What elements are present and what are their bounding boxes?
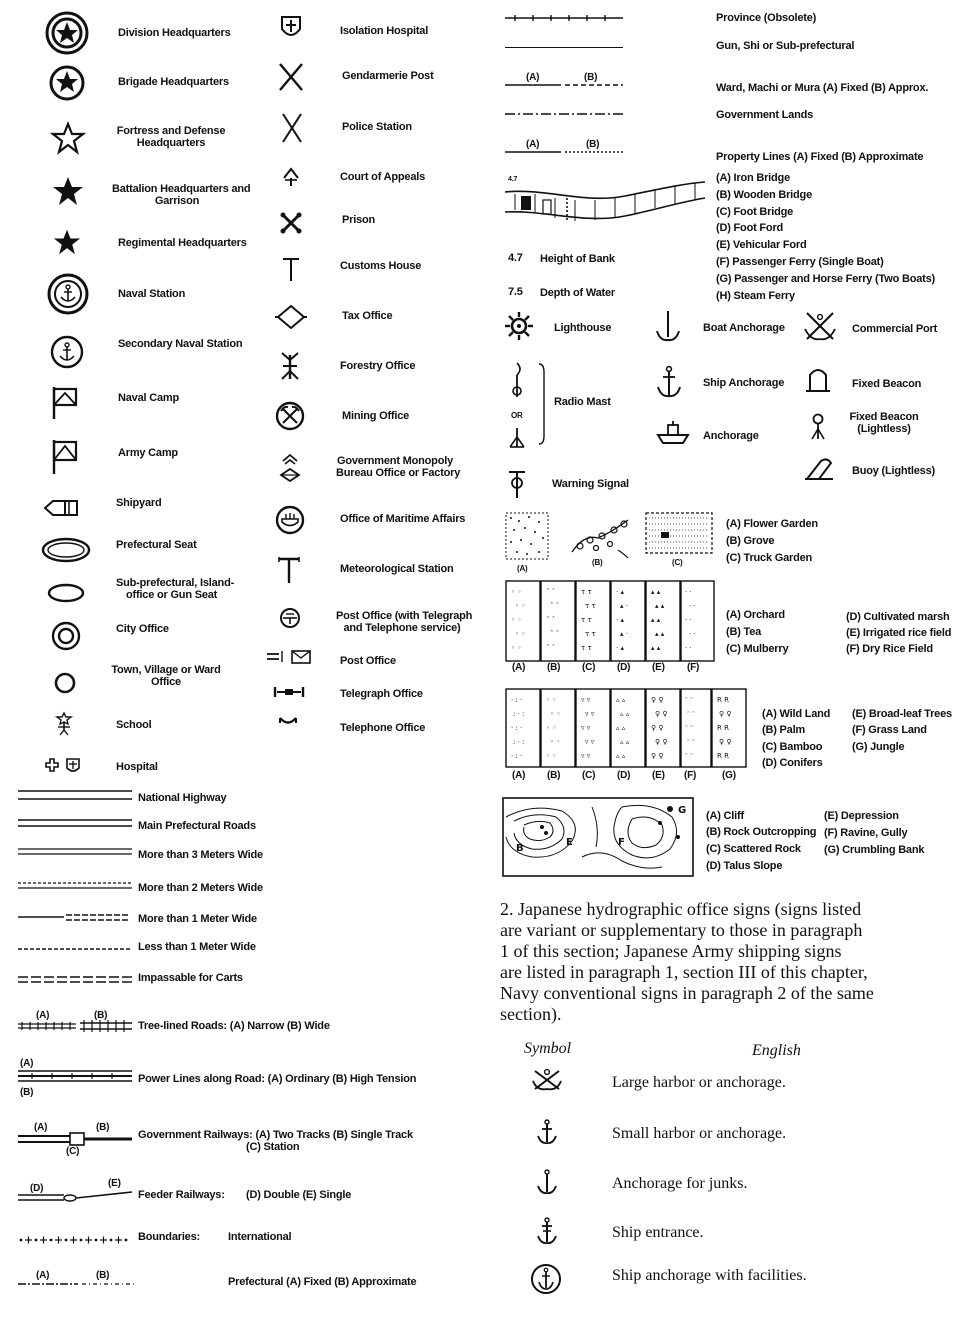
svg-text:◦ ◦: ◦ ◦	[515, 602, 526, 610]
shipyard-icon	[42, 497, 82, 519]
svg-text:▵ ▵: ▵ ▵	[616, 724, 626, 732]
svg-text:◦ ◦: ◦ ◦	[550, 710, 561, 718]
town-office-icon	[52, 670, 78, 696]
power-B: (B)	[20, 1087, 34, 1098]
road-3m-label: More than 3 Meters Wide	[138, 849, 263, 861]
pref-bound-A: (A)	[36, 1270, 50, 1281]
buoy-label: Buoy (Lightless)	[852, 465, 935, 477]
school-icon	[54, 711, 74, 737]
fixed-beacon-lightless-label-1: Fixed Beacon	[849, 411, 919, 423]
battalion-label-2: Garrison	[154, 195, 200, 207]
road-less1m-line	[18, 945, 132, 953]
garden-letter-C: (C)	[672, 558, 683, 567]
ship-anchorage-label: Ship Anchorage	[703, 377, 785, 389]
division-hq-icon	[44, 10, 90, 56]
national-highway-line	[18, 788, 132, 802]
town-label-1: Town, Village or Ward	[111, 664, 221, 676]
paragraph-line-4: are listed in paragraph 1, section III of this chapter,	[500, 962, 868, 982]
secondary-naval-label: Secondary Naval Station	[118, 338, 243, 350]
post-telegraph-icon	[278, 606, 302, 630]
army-camp-icon	[50, 437, 80, 477]
wild-letter-A: (A)	[512, 770, 526, 781]
fixed-beacon-icon	[805, 366, 831, 394]
govlands-line	[505, 111, 623, 117]
railway-label-2: (C) Station	[246, 1141, 300, 1153]
property-line	[505, 149, 623, 155]
bridge-item-0: (A) Iron Bridge	[716, 172, 790, 184]
garden-item-1: (B) Grove	[726, 535, 775, 547]
svg-text:▵ ▵: ▵ ▵	[620, 738, 630, 746]
tax-office-label: Tax Office	[342, 310, 393, 322]
svg-text:♀ ♀: ♀ ♀	[651, 752, 664, 760]
svg-text:▿ ▿: ▿ ▿	[581, 696, 591, 704]
radio-mast-icon-1	[506, 360, 528, 400]
svg-text:τ τ: τ τ	[585, 630, 596, 638]
cliff-left-1: (B) Rock Outcropping	[706, 826, 817, 838]
anchorage-icon	[655, 420, 691, 446]
orchard-letter-F: (F)	[687, 662, 700, 673]
tree-lined-B: (B)	[94, 1010, 108, 1021]
battalion-label-1: Battalion Headquarters and	[112, 183, 251, 195]
police-icon	[278, 111, 306, 145]
svg-text:♀ ♀: ♀ ♀	[655, 738, 668, 746]
svg-text:ᵔ ᵔ: ᵔ ᵔ	[685, 696, 694, 704]
svg-text:♀ ♀: ♀ ♀	[655, 710, 668, 718]
power-lines-line	[18, 1068, 132, 1088]
road-less1m-label: Less than 1 Meter Wide	[138, 941, 256, 953]
garden-item-2: (C) Truck Garden	[726, 552, 813, 564]
fixed-beacon-label: Fixed Beacon	[852, 378, 922, 390]
garden-letter-A: (A)	[517, 564, 528, 573]
pref-bound-B: (B)	[96, 1270, 110, 1281]
boat-anchorage-label: Boat Anchorage	[703, 322, 785, 334]
bridge-num-label: 4.7	[508, 176, 518, 183]
commercial-port-label: Commercial Port	[852, 323, 938, 335]
maritime-affairs-icon	[274, 504, 306, 536]
fixed-beacon-lightless-label-2: (Lightless)	[857, 423, 911, 435]
large-harbor-text: Large harbor or anchorage.	[612, 1074, 786, 1091]
court-label: Court of Appeals	[340, 171, 426, 183]
radio-mast-label: Radio Mast	[554, 396, 611, 408]
property-B: (B)	[586, 139, 600, 150]
paragraph-line-3: 1 of this section; Japanese Army shipping signs	[500, 941, 842, 961]
terrain-features-diagram	[502, 797, 694, 877]
svg-text:· : ·: · : ·	[511, 724, 523, 732]
orchard-left-1: (B) Tea	[726, 626, 762, 638]
wildland-grid	[505, 688, 747, 768]
svg-text:R R: R R	[717, 696, 729, 704]
svg-text:· ·: · ·	[689, 602, 696, 610]
depth-water-label: Depth of Water	[540, 287, 616, 299]
commercial-port-icon	[802, 308, 838, 344]
property-A: (A)	[526, 139, 540, 150]
feeder-D: (D)	[30, 1183, 44, 1194]
svg-text:E: E	[566, 837, 573, 848]
fortress-label-2: Headquarters	[136, 137, 206, 149]
svg-text:▿ ▿: ▿ ▿	[585, 738, 595, 746]
road-1m-label: More than 1 Meter Wide	[138, 913, 257, 925]
post-telegraph-label-2: and Telephone service)	[343, 622, 461, 634]
svg-text:ˆ ˆ: ˆ ˆ	[546, 616, 556, 624]
orchard-right-0: (D) Cultivated marsh	[846, 611, 950, 623]
prison-icon	[278, 210, 304, 236]
telegraph-icon	[272, 684, 306, 700]
customs-icon	[280, 255, 302, 283]
wild-right-1: (F) Grass Land	[852, 724, 927, 736]
naval-station-label: Naval Station	[118, 288, 186, 300]
naval-camp-label: Naval Camp	[118, 392, 179, 404]
orchard-grid	[505, 580, 715, 662]
radio-mast-bracket	[538, 362, 546, 446]
impassable-label: Impassable for Carts	[138, 972, 243, 984]
prefectural-seat-icon	[40, 536, 92, 564]
buoy-icon	[804, 456, 836, 482]
small-harbor-icon	[534, 1118, 560, 1146]
svg-text:: · :: : · :	[513, 738, 525, 746]
telephone-icon	[278, 716, 298, 728]
cliff-left-2: (C) Scattered Rock	[706, 843, 801, 855]
svg-text:▴ ▴: ▴ ▴	[655, 602, 665, 610]
svg-text:τ τ: τ τ	[581, 644, 592, 652]
svg-text:· ▴: · ▴	[616, 588, 624, 596]
svg-text:◦ ◦: ◦ ◦	[511, 644, 522, 652]
radio-mast-icon-2	[506, 426, 528, 450]
svg-text:◦ ◦: ◦ ◦	[511, 616, 522, 624]
junk-anchorage-text: Anchorage for junks.	[612, 1175, 748, 1192]
svg-text:B: B	[516, 843, 524, 854]
wild-letter-F: (F)	[684, 770, 697, 781]
wild-right-2: (G) Jungle	[852, 741, 905, 753]
wild-left-2: (C) Bamboo	[762, 741, 823, 753]
wild-left-3: (D) Conifers	[762, 757, 823, 769]
orchard-letter-B: (B)	[547, 662, 561, 673]
bridge-item-3: (D) Foot Ford	[716, 222, 784, 234]
boat-anchorage-icon	[653, 308, 683, 344]
telephone-label: Telephone Office	[340, 722, 426, 734]
svg-text:♀ ♀: ♀ ♀	[719, 738, 732, 746]
cliff-right-1: (F) Ravine, Gully	[824, 827, 908, 839]
orchard-left-0: (A) Orchard	[726, 609, 785, 621]
svg-text:· ▴: · ▴	[616, 644, 624, 652]
bridge-item-2: (C) Foot Bridge	[716, 206, 794, 218]
wild-letter-C: (C)	[582, 770, 596, 781]
govlands-label: Government Lands	[716, 109, 814, 121]
rail-A: (A)	[34, 1122, 48, 1133]
bridge-item-7: (H) Steam Ferry	[716, 290, 795, 302]
paragraph-line-1: 2. Japanese hydrographic office signs (signs listed	[500, 899, 862, 919]
bridge-item-6: (G) Passenger and Horse Ferry (Two Boats)	[716, 273, 935, 285]
wild-letter-E: (E)	[652, 770, 665, 781]
svg-text:· ·: · ·	[685, 644, 692, 652]
warning-signal-icon	[506, 468, 528, 500]
police-label: Police Station	[342, 121, 412, 133]
svg-text:▵ ▵: ▵ ▵	[616, 696, 626, 704]
paragraph-line-6: section).	[500, 1004, 562, 1024]
feeder-railway-line	[18, 1190, 132, 1206]
international-label: International	[228, 1231, 292, 1243]
height-bank-num: 4.7	[508, 252, 523, 264]
orchard-letter-D: (D)	[617, 662, 631, 673]
bridges-diagram	[505, 174, 705, 236]
svg-text:▴ ▴: ▴ ▴	[651, 616, 661, 624]
wild-letter-D: (D)	[617, 770, 631, 781]
road-2m-line	[18, 880, 132, 892]
impassable-line	[18, 974, 132, 986]
ship-anchorage-facilities-text: Ship anchorage with facilities.	[612, 1267, 807, 1284]
pref-boundary-label: Prefectural (A) Fixed (B) Approximate	[228, 1276, 417, 1288]
svg-text:: · :: : · :	[513, 710, 525, 718]
svg-text:◦ ◦: ◦ ◦	[546, 752, 557, 760]
city-office-label: City Office	[116, 623, 169, 635]
flower-garden-swatch	[505, 512, 549, 560]
symbol-column-header: Symbol	[524, 1040, 572, 1057]
svg-text:▴ ▴: ▴ ▴	[655, 630, 665, 638]
wild-right-0: (E) Broad-leaf Trees	[852, 708, 952, 720]
gendarmerie-label: Gendarmerie Post	[342, 70, 434, 82]
warning-signal-label: Warning Signal	[552, 478, 629, 490]
province-label: Province (Obsolete)	[716, 12, 817, 24]
svg-text:ᵔ ᵔ: ᵔ ᵔ	[687, 738, 696, 746]
orchard-right-2: (F) Dry Rice Field	[846, 643, 933, 655]
railway-label-1: Government Railways: (A) Two Tracks (B) Single Track	[138, 1129, 413, 1141]
svg-text:τ τ: τ τ	[585, 602, 596, 610]
mining-icon	[274, 400, 306, 432]
english-column-header: English	[752, 1042, 801, 1059]
maritime-affairs-label: Office of Maritime Affairs	[340, 513, 466, 525]
ship-anchorage-icon	[655, 364, 683, 400]
boundaries-label: Boundaries:	[138, 1231, 200, 1243]
tax-office-icon	[274, 302, 308, 332]
svg-text:ˆ ˆ: ˆ ˆ	[546, 588, 556, 596]
monopoly-label-2: Bureau Office or Factory	[336, 467, 461, 479]
road-1m-line	[18, 912, 132, 924]
svg-text:ᵔ ᵔ: ᵔ ᵔ	[687, 710, 696, 718]
telegraph-label: Telegraph Office	[340, 688, 423, 700]
orchard-letter-E: (E)	[652, 662, 665, 673]
svg-text:ᵔ ᵔ: ᵔ ᵔ	[685, 724, 694, 732]
power-lines-label: Power Lines along Road: (A) Ordinary (B) High Tension	[138, 1073, 417, 1085]
svg-text:◦ ◦: ◦ ◦	[511, 588, 522, 596]
main-pref-road-label: Main Prefectural Roads	[138, 820, 256, 832]
svg-text:F: F	[618, 837, 625, 848]
orchard-letter-A: (A)	[512, 662, 526, 673]
orchard-right-1: (E) Irrigated rice field	[846, 627, 952, 639]
lighthouse-label: Lighthouse	[554, 322, 612, 334]
ship-entrance-text: Ship entrance.	[612, 1224, 704, 1241]
svg-text:ˆ ˆ: ˆ ˆ	[550, 630, 560, 638]
svg-text:◦ ◦: ◦ ◦	[550, 738, 561, 746]
cliff-right-0: (E) Depression	[824, 810, 899, 822]
prefectural-seat-label: Prefectural Seat	[116, 539, 197, 551]
road-3m-line	[18, 846, 132, 858]
svg-text:▴ ·: ▴ ·	[620, 602, 628, 610]
shipyard-label: Shipyard	[116, 497, 162, 509]
subpref-icon	[46, 582, 86, 604]
paragraph-line-5: Navy conventional signs in paragraph 2 of the same	[500, 983, 874, 1003]
isolation-hospital-icon	[278, 14, 304, 42]
svg-text:◦ ◦: ◦ ◦	[546, 724, 557, 732]
paragraph-line-2: are variant or supplementary to those in paragraph	[500, 920, 863, 940]
monopoly-label-1: Government Monopoly	[337, 455, 453, 467]
svg-text:τ τ: τ τ	[581, 588, 592, 596]
large-harbor-icon	[530, 1066, 564, 1092]
post-office-label: Post Office	[340, 655, 396, 667]
tree-lined-label: Tree-lined Roads: (A) Narrow (B) Wide	[138, 1020, 330, 1032]
fixed-beacon-lightless-icon	[808, 412, 828, 442]
naval-camp-icon	[50, 385, 80, 421]
svg-text:ˆ ˆ: ˆ ˆ	[550, 602, 560, 610]
army-camp-label: Army Camp	[118, 447, 178, 459]
feeder-desc: (D) Double (E) Single	[246, 1189, 352, 1201]
svg-text:ˆ ˆ: ˆ ˆ	[546, 644, 556, 652]
svg-text:◦ ◦: ◦ ◦	[546, 696, 557, 704]
road-2m-label: More than 2 Meters Wide	[138, 882, 263, 894]
fortress-star-icon	[50, 120, 86, 156]
svg-text:ᵔ ᵔ: ᵔ ᵔ	[685, 752, 694, 760]
tree-lined-A: (A)	[36, 1010, 50, 1021]
svg-text:· ·: · ·	[685, 616, 692, 624]
svg-text:▿ ▿: ▿ ▿	[585, 710, 595, 718]
regimental-label: Regimental Headquarters	[118, 237, 247, 249]
feeder-E: (E)	[108, 1178, 121, 1189]
depth-water-num: 7.5	[508, 286, 523, 298]
bridge-item-5: (F) Passenger Ferry (Single Boat)	[716, 256, 884, 268]
wild-letter-B: (B)	[547, 770, 561, 781]
boundary-line	[18, 1235, 136, 1245]
svg-text:▴ ·: ▴ ·	[620, 630, 628, 638]
ship-entrance-icon	[534, 1216, 560, 1246]
small-harbor-text: Small harbor or anchorage.	[612, 1125, 787, 1142]
railway-line	[18, 1132, 132, 1146]
gun-label: Gun, Shi or Sub-prefectural	[716, 40, 855, 52]
svg-text:τ τ: τ τ	[581, 616, 592, 624]
town-label-2: Office	[151, 676, 181, 688]
tree-lined-road-line	[18, 1020, 132, 1032]
post-office-icon	[266, 649, 312, 665]
forestry-label: Forestry Office	[340, 360, 416, 372]
svg-text:· ·: · ·	[685, 588, 692, 596]
gendarmerie-icon	[276, 60, 306, 94]
height-bank-label: Height of Bank	[540, 253, 615, 265]
meteo-label: Meteorological Station	[340, 563, 454, 575]
naval-station-icon	[46, 272, 90, 316]
svg-text:♀ ♀: ♀ ♀	[651, 724, 664, 732]
svg-text:▿ ▿: ▿ ▿	[581, 724, 591, 732]
junk-anchorage-icon	[534, 1168, 560, 1196]
prison-label: Prison	[342, 214, 376, 226]
pref-boundary-line	[18, 1280, 136, 1288]
city-office-icon	[50, 620, 82, 652]
wild-left-1: (B) Palm	[762, 724, 806, 736]
cliff-right-2: (G) Crumbling Bank	[824, 844, 925, 856]
svg-text:· : ·: · : ·	[511, 696, 523, 704]
garden-item-0: (A) Flower Garden	[726, 518, 818, 530]
svg-text:R R: R R	[717, 724, 729, 732]
wild-letter-G: (G)	[722, 770, 736, 781]
lighthouse-icon	[503, 310, 535, 342]
customs-label: Customs House	[340, 260, 422, 272]
province-line	[505, 14, 623, 22]
truck-garden-swatch	[645, 512, 713, 554]
svg-text:▴ ▴: ▴ ▴	[651, 644, 661, 652]
rail-B: (B)	[96, 1122, 110, 1133]
monopoly-icon	[276, 450, 304, 486]
battalion-star-icon	[50, 173, 86, 209]
radio-or-label: OR	[511, 411, 523, 420]
grove-swatch	[568, 514, 634, 560]
school-label: School	[116, 719, 152, 731]
meteo-icon	[276, 554, 302, 586]
svg-text:▴ ▴: ▴ ▴	[651, 588, 661, 596]
brigade-hq-icon	[48, 64, 86, 102]
hospital-icon	[44, 756, 84, 776]
national-highway-label: National Highway	[138, 792, 227, 804]
rail-C: (C)	[66, 1146, 80, 1157]
bridge-item-1: (B) Wooden Bridge	[716, 189, 812, 201]
wild-left-0: (A) Wild Land	[762, 708, 831, 720]
ward-A: (A)	[526, 72, 540, 83]
hospital-label: Hospital	[116, 761, 158, 773]
court-icon	[280, 165, 302, 189]
cliff-left-0: (A) Cliff	[706, 810, 744, 822]
svg-text:♀ ♀: ♀ ♀	[651, 696, 664, 704]
mining-label: Mining Office	[342, 410, 410, 422]
orchard-left-2: (C) Mulberry	[726, 643, 789, 655]
isolation-hospital-label: Isolation Hospital	[340, 25, 429, 37]
ward-label: Ward, Machi or Mura (A) Fixed (B) Approx.	[716, 82, 929, 94]
ship-anchorage-facilities-icon	[529, 1262, 563, 1296]
gun-line	[505, 47, 623, 48]
ward-B: (B)	[584, 72, 598, 83]
svg-text:▵ ▵: ▵ ▵	[616, 752, 626, 760]
svg-text:▵ ▵: ▵ ▵	[620, 710, 630, 718]
orchard-letter-C: (C)	[582, 662, 596, 673]
svg-text:G: G	[678, 805, 687, 816]
subpref-label-2: office or Gun Seat	[126, 589, 218, 601]
ward-line	[505, 82, 623, 88]
svg-text:♀ ♀: ♀ ♀	[719, 710, 732, 718]
secondary-naval-icon	[49, 334, 85, 370]
brigade-hq-label: Brigade Headquarters	[118, 76, 229, 88]
svg-text:· : ·: · : ·	[511, 752, 523, 760]
svg-text:◦ ◦: ◦ ◦	[515, 630, 526, 638]
property-label: Property Lines (A) Fixed (B) Approximate	[716, 151, 924, 163]
main-pref-road-line	[18, 816, 132, 830]
svg-text:· ·: · ·	[689, 630, 696, 638]
subpref-label-1: Sub-prefectural, Island-	[116, 577, 235, 589]
anchorage-label: Anchorage	[703, 430, 759, 442]
cliff-left-3: (D) Talus Slope	[706, 860, 783, 872]
regimental-star-icon	[52, 227, 82, 257]
svg-text:▿ ▿: ▿ ▿	[581, 752, 591, 760]
garden-letter-B: (B)	[592, 558, 603, 567]
fortress-label-1: Fortress and Defense	[116, 125, 226, 137]
bridge-item-4: (E) Vehicular Ford	[716, 239, 807, 251]
feeder-label: Feeder Railways:	[138, 1189, 225, 1201]
division-hq-label: Division Headquarters	[118, 27, 231, 39]
post-telegraph-label-1: Post Office (with Telegraph	[336, 610, 473, 622]
svg-text:R R: R R	[717, 752, 729, 760]
forestry-icon	[278, 350, 302, 382]
power-A: (A)	[20, 1058, 34, 1069]
svg-text:· ▴: · ▴	[616, 616, 624, 624]
